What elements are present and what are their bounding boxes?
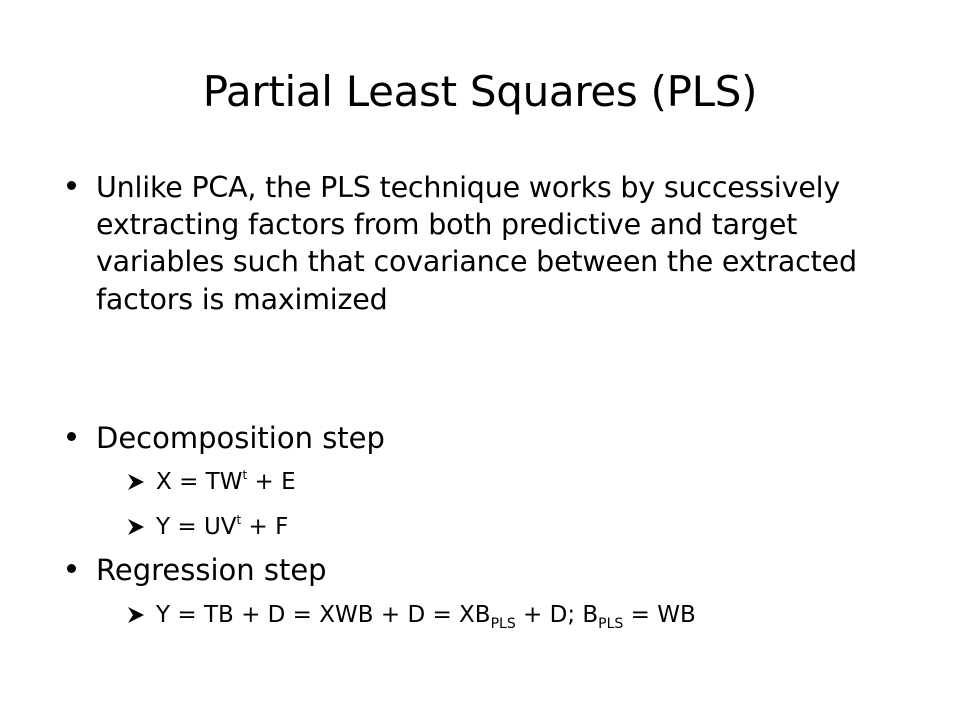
bullet-item-regression-step — [70, 552, 870, 590]
bullet-item-pls-description — [70, 169, 870, 318]
arrowhead-bullet-icon — [126, 517, 146, 537]
arrowhead-bullet-icon — [126, 605, 146, 625]
arrowhead-bullet-icon — [126, 472, 146, 492]
sub-bullet-regression-equation — [129, 600, 696, 630]
equation-text: Y = TB + D = XWB + $D = XB_{PLS} + D$; $B_{PLS}$ = WB — [156, 602, 696, 632]
bullet-dot-icon — [67, 432, 76, 441]
bullet-text: Regression step — [96, 553, 327, 587]
equation-text: $Y = UV^t + F$ — [156, 513, 289, 540]
bullet-dot-icon — [67, 181, 76, 190]
superscript: t — [242, 468, 248, 482]
sub-bullet-x-equation — [129, 467, 296, 497]
bullet-item-decomposition-step — [70, 420, 870, 458]
equation-text: $X = TW^t + E$ — [156, 468, 296, 495]
subscript: PLS — [490, 616, 516, 632]
slide-title: Partial Least Squares (PLS) — [202, 67, 758, 116]
bullet-dot-icon — [67, 564, 76, 573]
sub-bullet-y-equation — [129, 512, 288, 542]
subscript: PLS — [598, 616, 624, 632]
bullet-text: Unlike PCA, the PLS technique works by successively extracting factors from both predictive and target variables such that covariance between the extracted factors is maximized — [96, 171, 857, 316]
superscript: t — [236, 513, 242, 527]
bullet-text: Decomposition step — [96, 421, 385, 455]
